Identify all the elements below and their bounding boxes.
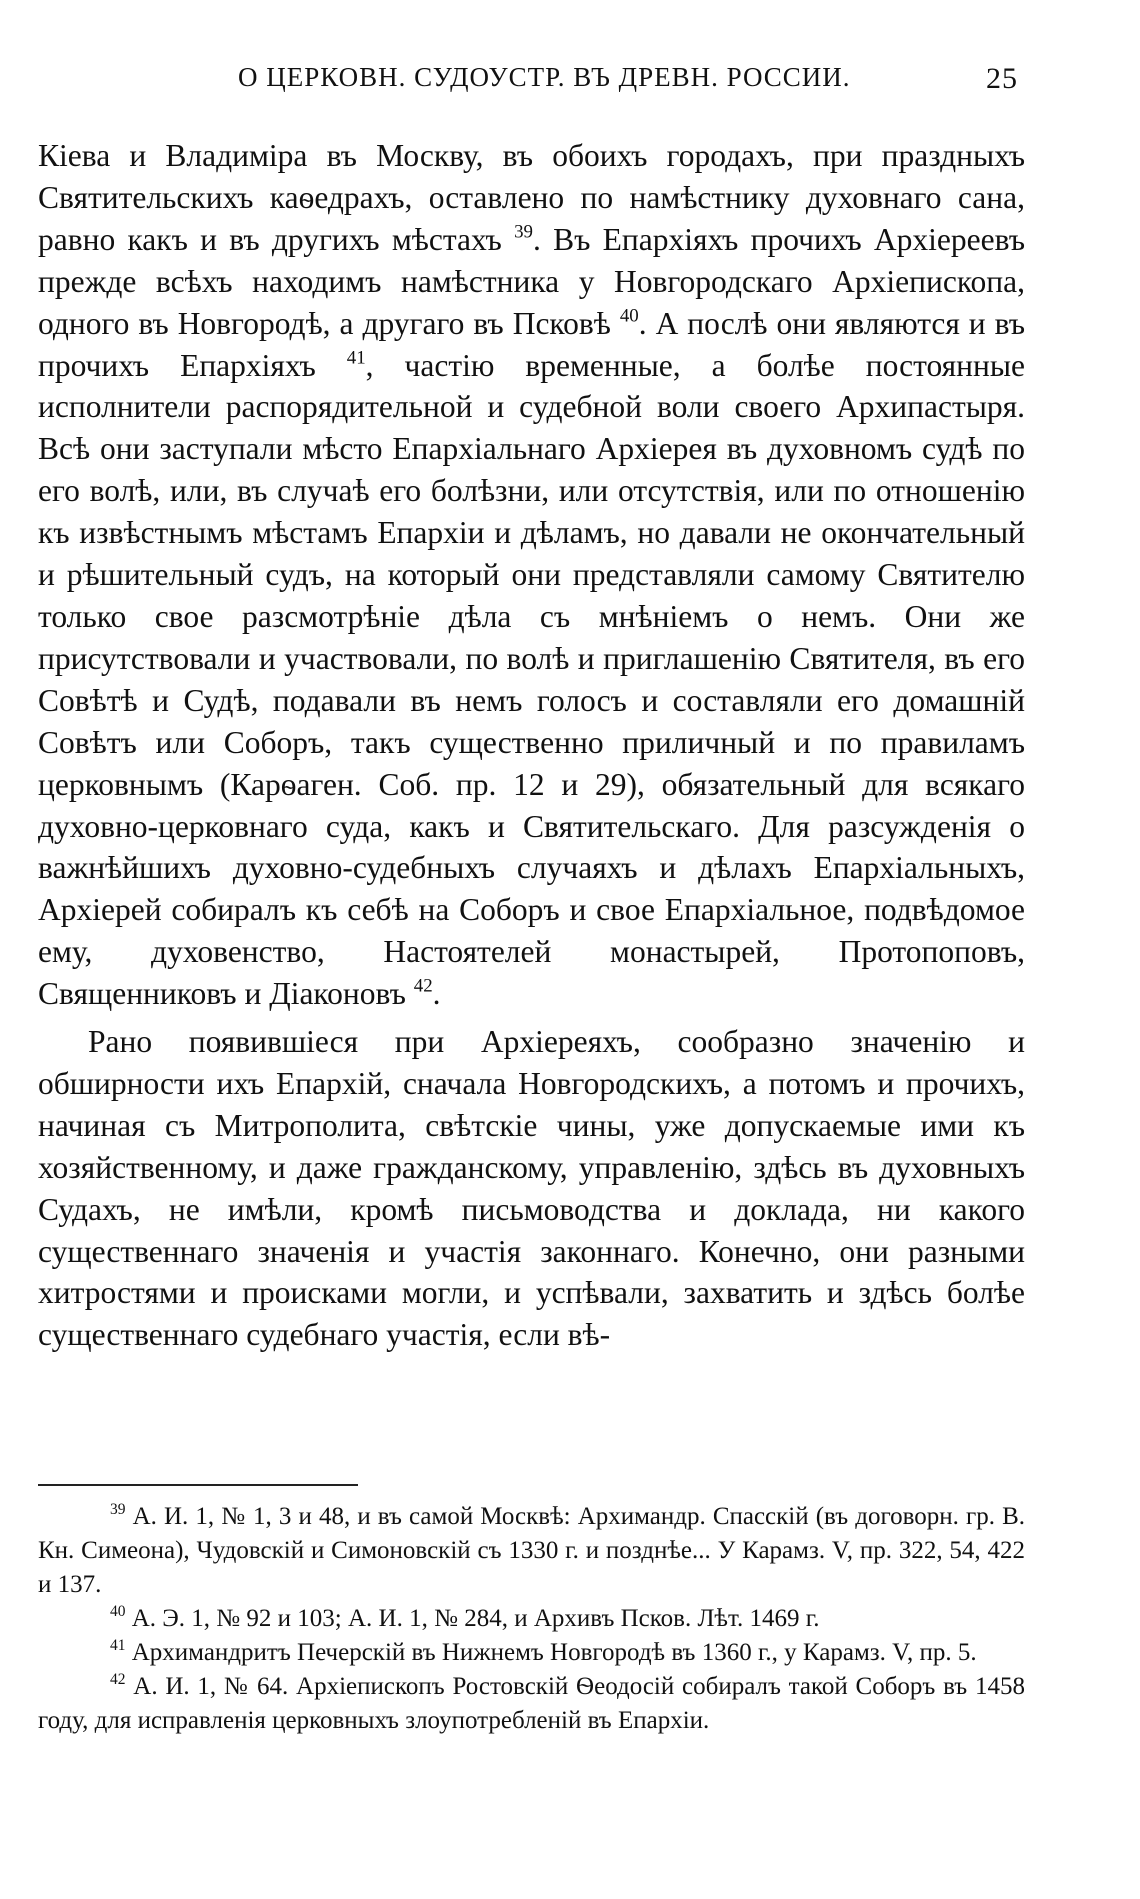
footnote-number: 41 <box>110 1636 126 1654</box>
footnote-text: А. И. 1, № 64. Архіепископъ Ростовскій Ѳеодосій собиралъ такой Соборъ въ 1458 году, для исправленія церковныхъ злоупотребленій въ Епархіи. <box>38 1673 1025 1734</box>
running-header <box>38 62 1018 102</box>
footnote-ref: 41 <box>346 347 366 369</box>
body-text <box>38 135 1025 1356</box>
paragraph <box>38 1021 1025 1356</box>
text-run: . <box>432 976 441 1012</box>
footnotes <box>38 1500 1025 1738</box>
text-run: . А послѣ они являются и въ прочихъ Епархіяхъ <box>38 305 1025 383</box>
paragraph <box>38 135 1025 1015</box>
footnote <box>38 1636 1025 1670</box>
footnote-ref: 40 <box>619 305 639 327</box>
footnote-number: 40 <box>110 1602 126 1620</box>
footnote-number: 42 <box>110 1670 126 1688</box>
footnote-text: Архимандритъ Печерскій въ Нижнемъ Новгородѣ въ 1360 г., у Карамз. V, пр. 5. <box>125 1639 977 1666</box>
page-number: 25 <box>986 62 1018 95</box>
text-run: . Въ Епархіяхъ прочихъ Архіереевъ прежде всѣхъ находимъ намѣстника у Новгородскаго Архіепископа, одного въ Новгородѣ, а другаго въ Псковѣ <box>38 221 1025 341</box>
footnote-ref: 42 <box>413 975 433 997</box>
footnote <box>38 1602 1025 1636</box>
footnote-text: А. Э. 1, № 92 и 103; А. И. 1, № 284, и Архивъ Псков. Лѣт. 1469 г. <box>125 1605 820 1632</box>
text-run: Рано появившіеся при Архіереяхъ, сообразно значенію и обширности ихъ Епархій, сначала Новгородскихъ, а потомъ и прочихъ, начиная съ Митрополита, свѣтскіе чины, уже допускаемые ими къ хозяйственному, и даже гражданскому, управленію, здѣсь въ духовныхъ Судахъ, не имѣли, кромѣ письмоводства и доклада, ни какого существеннаго значенія и участія законнаго. Конечно, они разными хитростями и происками могли, и успѣвали, захватить и здѣсь болѣе существеннаго судебнаго участія, если вѣ- <box>38 1024 1025 1353</box>
footnote-ref: 39 <box>514 221 533 243</box>
text-run: , частію временные, а болѣе постоянные исполнители распорядительной и судебной воли своего Архипастыря. Всѣ они заступали мѣсто Епархіальнаго Архіерея въ духовномъ судѣ по его волѣ, или, въ случаѣ его болѣзни, или отсутствія, или по отношенію къ извѣстнымъ мѣстамъ Епархіи и дѣламъ, но давали не окончательный и рѣшительный судъ, на который они представляли самому Святителю только свое разсмотрѣніе дѣла съ мнѣніемъ о немъ. Они же присутствовали и участвовали, по волѣ и приглашенію Святителя, въ его Совѣтѣ и Судѣ, подавали въ немъ голосъ и составляли его домашній Совѣтъ или Соборъ, такъ существенно приличный и по правиламъ церковнымъ (Карѳаген. Соб. пр. 12 и 29), обязательный для всякаго духовно-церковнаго суда, какъ и Святительскаго. Для разсужденія о важнѣйшихъ духовно-судебныхъ случаяхъ и дѣлахъ Епархіальныхъ, Архіерей собиралъ къ себѣ на Соборъ и свое Епархіальное, подвѣдомое ему, духовенство, Настоятелей монастырей, Протопоповъ, Священниковъ и Діаконовъ <box>38 347 1025 1012</box>
footnote <box>38 1500 1025 1602</box>
running-title: О ЦЕРКОВН. СУДОУСТР. ВЪ ДРЕВН. РОССИИ. <box>238 62 851 92</box>
footnote-divider <box>38 1484 358 1486</box>
footnote-text: А. И. 1, № 1, 3 и 48, и въ самой Москвѣ: Архимандр. Спасскій (въ договорн. гр. В. Кн. Симеона), Чудовскій и Симоновскій съ 1330 г. и позднѣе... У Карамз. V, пр. 322, 54, 422 и 137. <box>38 1503 1025 1598</box>
footnote-number: 39 <box>110 1500 126 1518</box>
text-run: Кіева и Владиміра въ Москву, въ обоихъ городахъ, при праздныхъ Святительскихъ каѳедрахъ, оставлено по намѣстнику духовнаго сана, равно какъ и въ другихъ мѣстахъ <box>38 138 1025 257</box>
footnote <box>38 1670 1025 1738</box>
